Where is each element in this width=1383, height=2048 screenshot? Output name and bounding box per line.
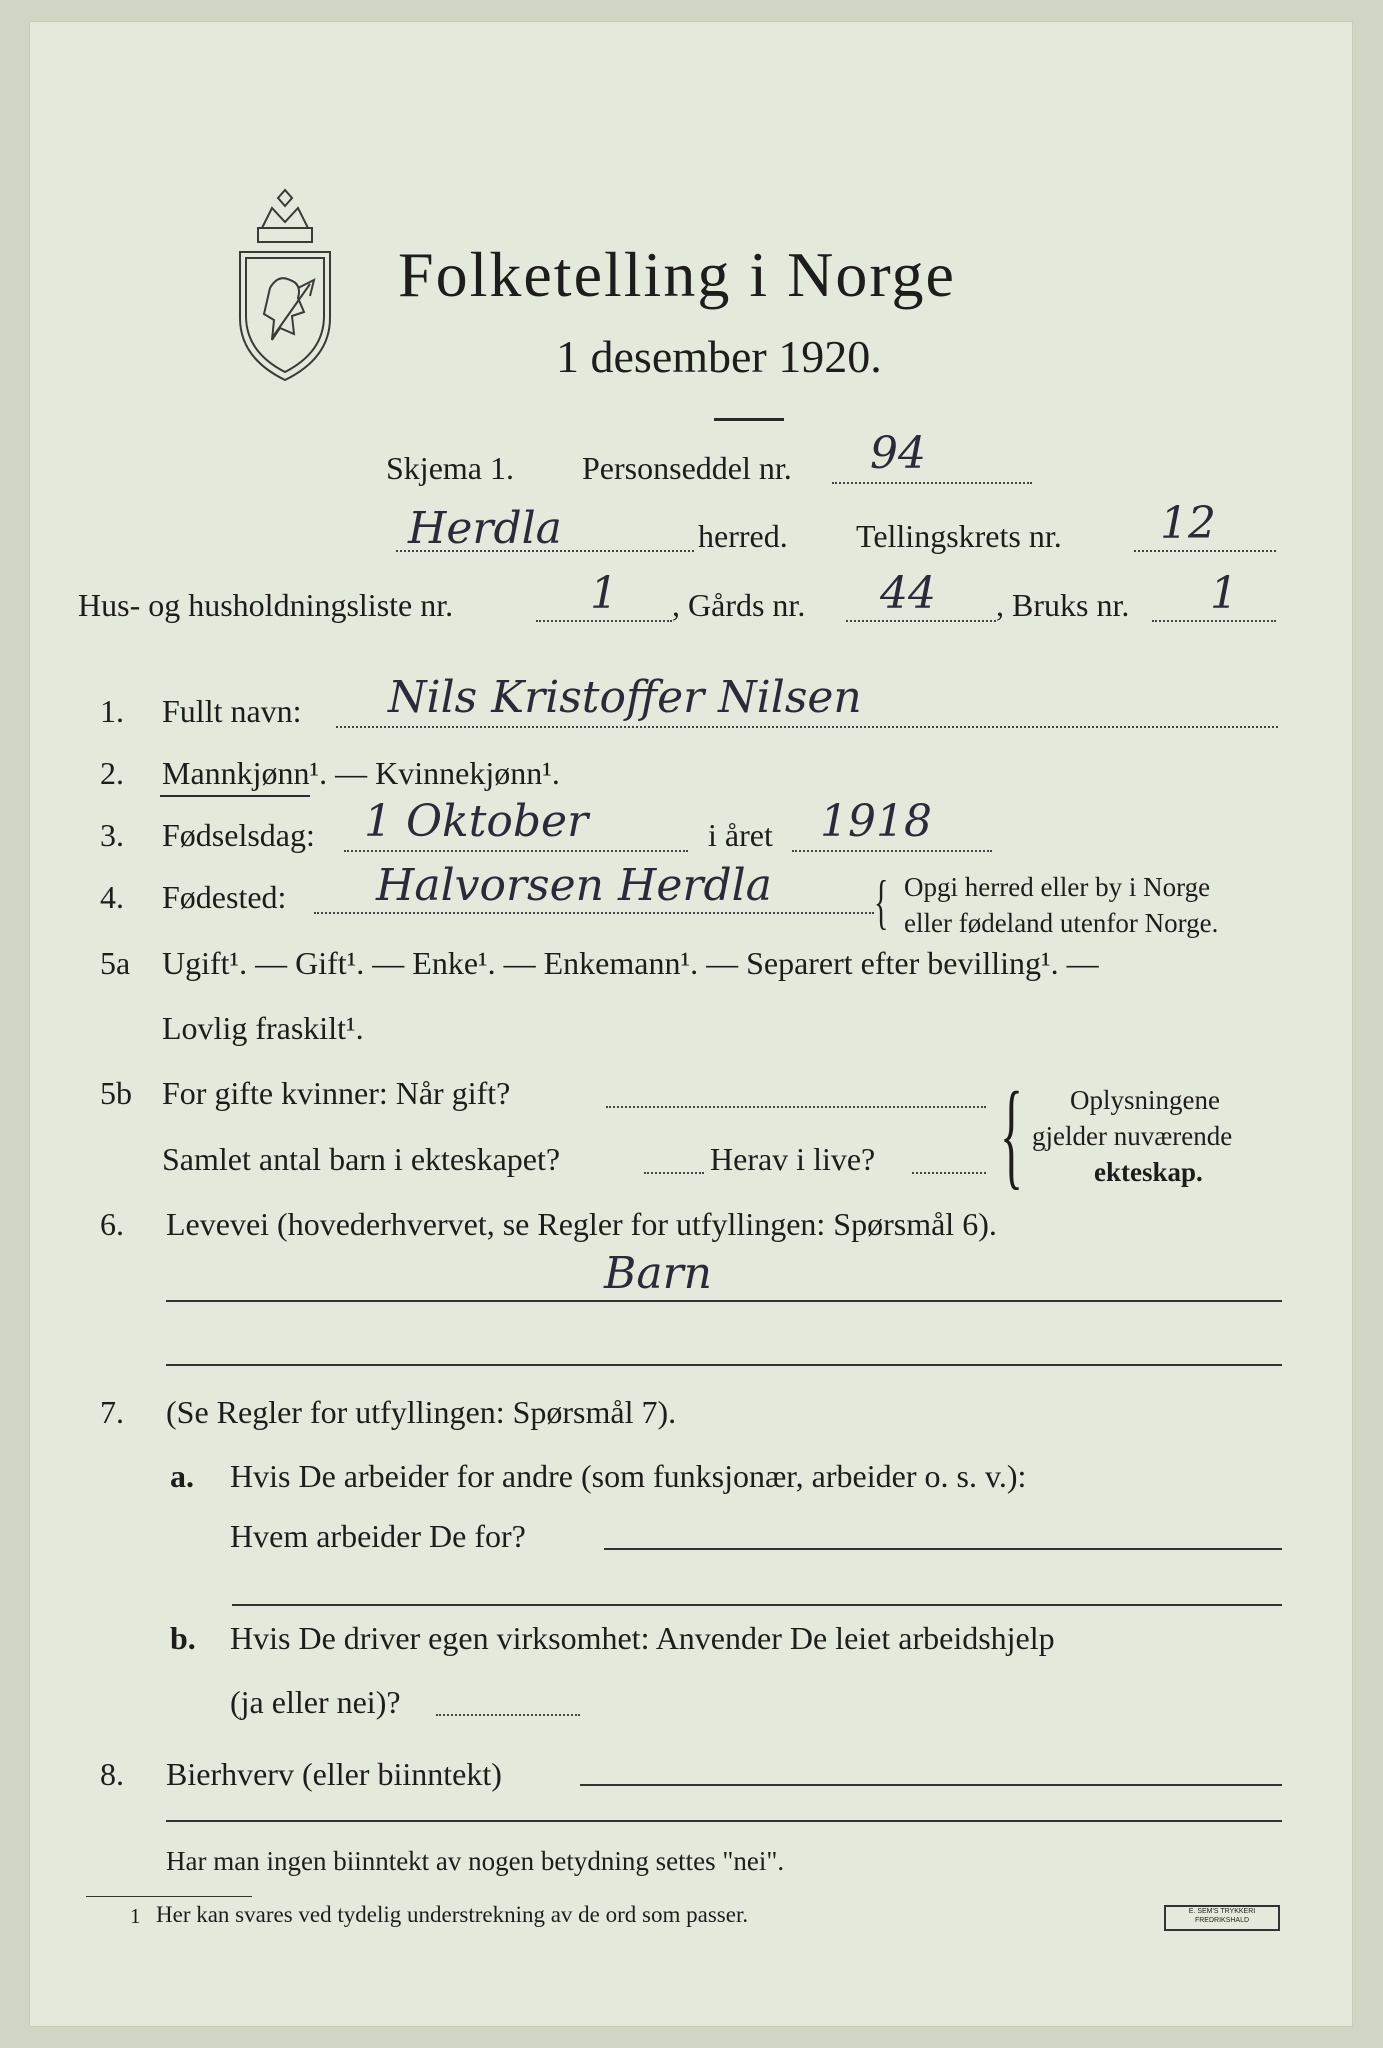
q1-number: 1.: [100, 693, 124, 729]
q5b-married-line: [606, 1106, 986, 1108]
form-title: Folketelling i Norge: [398, 239, 956, 310]
tellingskrets-line: [1134, 550, 1276, 552]
footer-note: Har man ingen biinntekt av nogen betydning settes "nei".: [166, 1846, 785, 1876]
husliste-value[interactable]: 1: [590, 568, 618, 619]
q3-number: 3.: [100, 817, 124, 853]
q5b-alive-line: [912, 1172, 986, 1174]
birthday-value[interactable]: 1 Oktober: [364, 796, 589, 847]
q5b-line-1: For gifte kvinner: Når gift?: [162, 1075, 511, 1111]
q3-year-line: [792, 850, 992, 852]
q8-number: 8.: [100, 1756, 124, 1792]
q1-line: [336, 726, 1278, 728]
personseddel-line: [832, 482, 1032, 484]
q5b-note-3: ekteskap.: [1094, 1157, 1203, 1187]
q4-number: 4.: [100, 879, 124, 915]
q7b-number: b.: [170, 1620, 196, 1656]
footnote-mark: 1: [130, 1904, 141, 1928]
q4-note-2: eller fødeland utenfor Norge.: [904, 908, 1219, 938]
q5b-note-2: gjelder nuværende: [1032, 1121, 1233, 1151]
q4-label: Fødested:: [162, 879, 287, 915]
husliste-label: Hus- og husholdningsliste nr.: [78, 587, 454, 623]
q2-label: Mannkjønn¹. — Kvinnekjønn¹.: [162, 755, 560, 791]
q5b-note-1: Oplysningene: [1070, 1085, 1220, 1115]
tellingskrets-label: Tellingskrets nr.: [856, 518, 1062, 554]
q5b-alive-label: Herav i live?: [710, 1141, 876, 1177]
q4-line: [314, 912, 874, 914]
birthplace-value[interactable]: Halvorsen Herdla: [376, 860, 772, 911]
q7a-extra-line: [232, 1604, 1282, 1606]
q5b-children-line: [644, 1172, 704, 1174]
q5a-line-1: Ugift¹. — Gift¹. — Enke¹. — Enkemann¹. — Separert efter bevilling¹. —: [162, 945, 1099, 981]
q8-extra-line: [166, 1820, 1282, 1822]
schema-label: Skjema 1.: [386, 450, 514, 486]
q1-label: Fullt navn:: [162, 693, 302, 729]
q8-line: [580, 1784, 1282, 1786]
q3-line: [344, 850, 688, 852]
stamp-line-1: E. SEM'S TRYKKERI: [1188, 1908, 1256, 1915]
occupation-value[interactable]: Barn: [604, 1248, 712, 1299]
q7a-number: a.: [170, 1458, 194, 1494]
herred-line: [396, 550, 694, 552]
q3-label: Fødselsdag:: [162, 817, 315, 853]
q5a-number: 5a: [100, 945, 131, 981]
q8-label: Bierhverv (eller biinntekt): [166, 1756, 502, 1792]
birth-year-value[interactable]: 1918: [820, 796, 932, 847]
q7-number: 7.: [100, 1394, 124, 1430]
gards-label: , Gårds nr.: [672, 587, 806, 623]
herred-value[interactable]: Herdla: [408, 503, 562, 554]
bruks-value[interactable]: 1: [1210, 568, 1238, 619]
q6-line-1: [166, 1300, 1282, 1302]
tellingskrets-value[interactable]: 12: [1160, 498, 1216, 549]
q7b-line-1: Hvis De driver egen virksomhet: Anvender De leiet arbeidshjelp: [230, 1620, 1055, 1656]
q6-label: Levevei (hovederhvervet, se Regler for utfyllingen: Spørsmål 6).: [166, 1206, 997, 1242]
q4-note-1: Opgi herred eller by i Norge: [904, 872, 1211, 902]
q7a-line-1: Hvis De arbeider for andre (som funksjonær, arbeider o. s. v.):: [230, 1458, 1027, 1494]
norwegian-coat-of-arms-icon: [232, 188, 338, 382]
q5a-line-2: Lovlig fraskilt¹.: [162, 1010, 364, 1046]
q5b-children-label: Samlet antal barn i ekteskapet?: [162, 1141, 561, 1177]
husliste-line: [536, 620, 672, 622]
q7-label: (Se Regler for utfyllingen: Spørsmål 7).: [166, 1394, 677, 1430]
footnote-divider: [86, 1896, 252, 1897]
printer-stamp: [1164, 1905, 1280, 1931]
bruks-label: , Bruks nr.: [996, 587, 1130, 623]
herred-label: herred.: [698, 518, 788, 554]
mannkjonn-underline: [160, 795, 310, 797]
stamp-line-2: FREDRIKSHALD: [1194, 1917, 1250, 1924]
q7a-line-2: Hvem arbeider De for?: [230, 1518, 526, 1554]
q5b-brace: {: [1000, 1067, 1024, 1200]
q3-year-label: i året: [708, 817, 773, 853]
census-date: 1 desember 1920.: [556, 331, 882, 382]
title-divider: [714, 418, 784, 421]
bruks-line: [1152, 620, 1276, 622]
personseddel-label: Personseddel nr.: [582, 450, 792, 486]
q5b-number: 5b: [100, 1075, 132, 1111]
q7b-line: [436, 1714, 580, 1716]
q7a-line: [604, 1548, 1282, 1550]
personseddel-value[interactable]: 94: [870, 428, 926, 479]
q6-line-2: [166, 1364, 1282, 1366]
q7b-line-2: (ja eller nei)?: [230, 1684, 401, 1720]
q2-number: 2.: [100, 755, 124, 791]
gards-line: [846, 620, 996, 622]
full-name-value[interactable]: Nils Kristoffer Nilsen: [388, 672, 862, 723]
q4-brace: {: [874, 869, 889, 935]
gards-value[interactable]: 44: [880, 568, 936, 619]
footnote-text: Her kan svares ved tydelig understrekning av de ord som passer.: [156, 1902, 749, 1927]
q6-number: 6.: [100, 1206, 124, 1242]
